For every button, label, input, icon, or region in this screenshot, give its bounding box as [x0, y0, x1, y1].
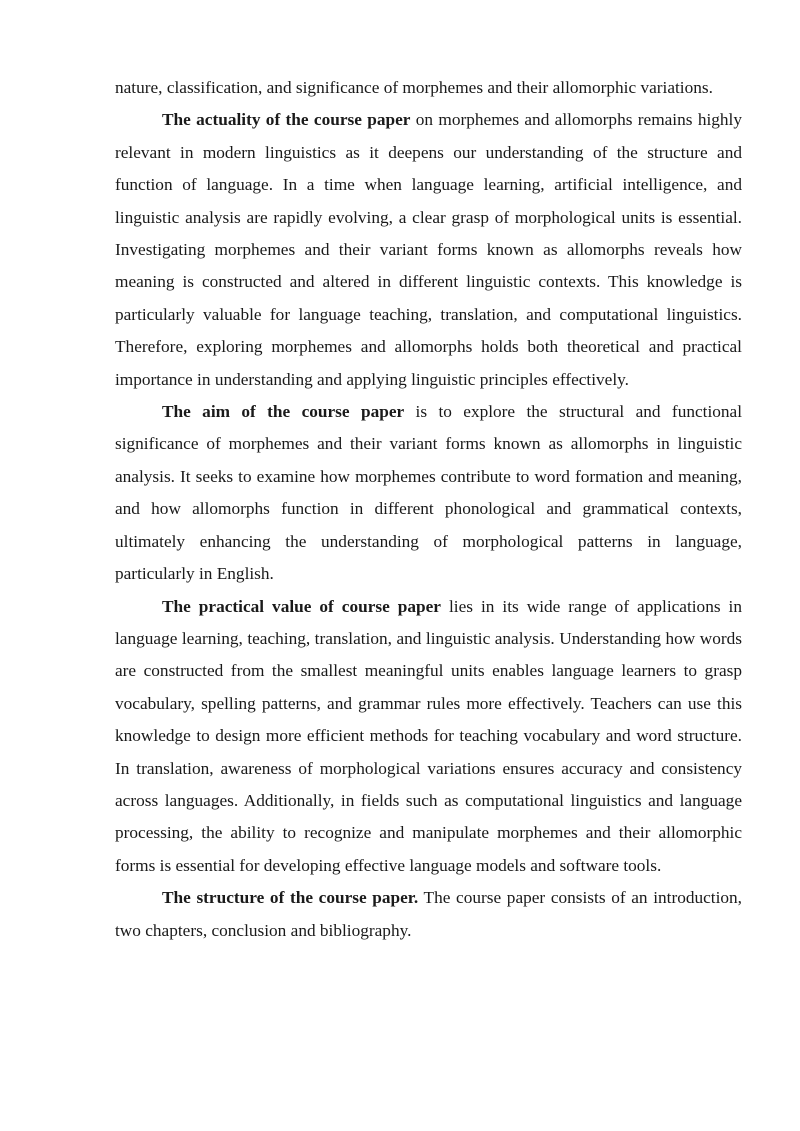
- paragraph-text: The course paper consists of an introduction, two chapters, conclusion and bibliography.: [115, 888, 742, 940]
- paragraph-actuality: [115, 104, 742, 396]
- paragraph-text: nature, classification, and significance of morphemes and their allomorphic variations.: [115, 78, 713, 97]
- paragraph-practical-value: [115, 591, 742, 883]
- paragraph-text: on morphemes and allomorphs remains highly relevant in modern linguistics as it deepens our understanding of the structure and function of language. In a time when language learning, artificial intelligence, and linguistic analysis are rapidly evolving, a clear grasp of morphological units is essential. Investigating morphemes and their variant forms known as allomorphs reveals how meaning is constructed and altered in different linguistic contexts. This knowledge is particularly valuable for language teaching, translation, and computational linguistics. Therefore, exploring morphemes and allomorphs holds both theoretical and practical importance in understanding and applying linguistic principles effectively.: [115, 110, 742, 389]
- paragraph-continuation: [115, 72, 742, 104]
- paragraph-lead: The actuality of the course paper: [162, 110, 411, 130]
- document-page: [115, 72, 742, 947]
- paragraph-text: is to explore the structural and functional significance of morphemes and their variant forms known as allomorphs in linguistic analysis. It seeks to examine how morphemes contribute to word formation and meaning, and how allomorphs function in different phonological and grammatical contexts, ultimately enhancing the understanding of morphological patterns in language, particularly in English.: [115, 402, 742, 584]
- paragraph-lead: The aim of the course paper: [162, 402, 405, 422]
- paragraph-text: lies in its wide range of applications in language learning, teaching, translation, and linguistic analysis. Understanding how words are constructed from the smallest meaningful units enables language learners to grasp vocabulary, spelling patterns, and grammar rules more effectively. Teachers can use this knowledge to design more efficient methods for teaching vocabulary and word structure. In translation, awareness of morphological variations ensures accuracy and consistency across languages. Additionally, in fields such as computational linguistics and language processing, the ability to recognize and manipulate morphemes and their allomorphic forms is essential for developing effective language models and software tools.: [115, 596, 742, 875]
- paragraph-lead: The structure of the course paper.: [162, 888, 419, 908]
- paragraph-structure: [115, 882, 742, 947]
- paragraph-lead: The practical value of course paper: [162, 596, 441, 616]
- paragraph-aim: [115, 396, 742, 590]
